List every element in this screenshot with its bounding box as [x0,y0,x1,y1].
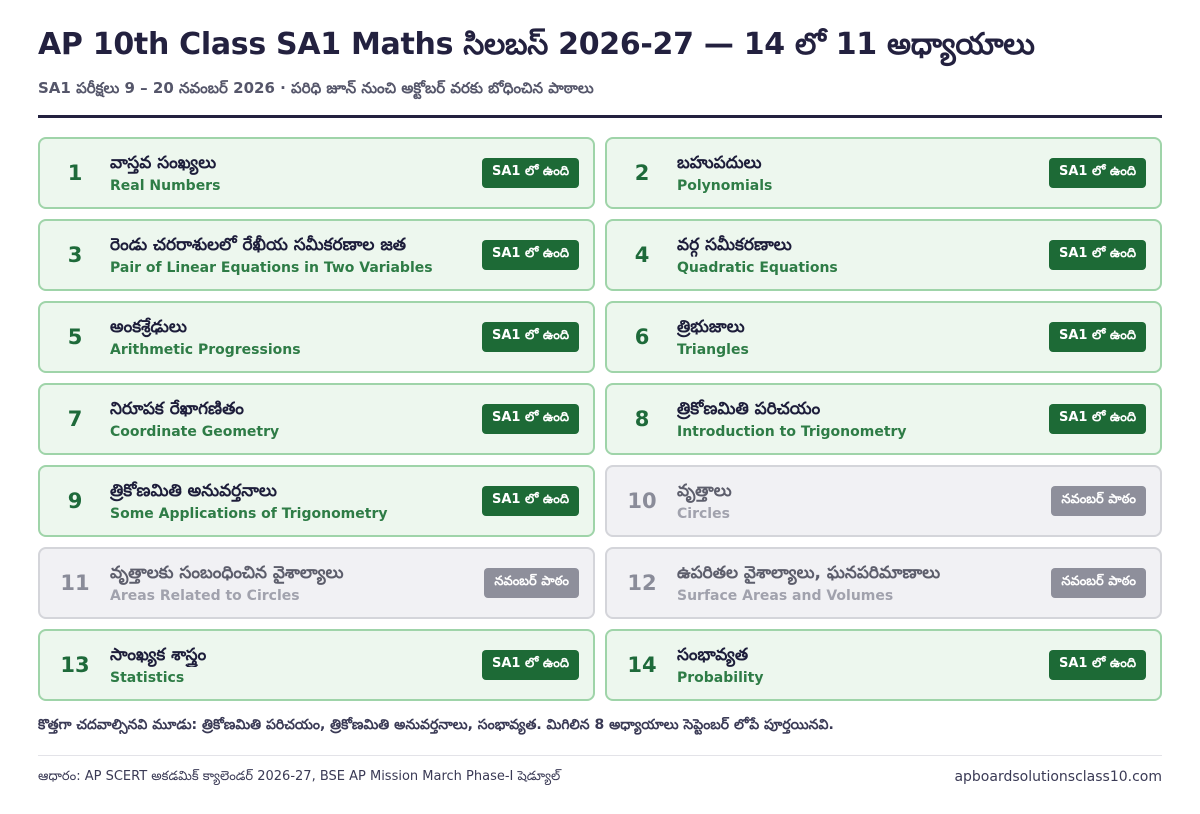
chapter-text [110,479,482,524]
chapter-card [38,301,595,373]
chapter-card [38,219,595,291]
chapter-number: 6 [634,325,650,349]
chapter-card [38,383,595,455]
chapter-number: 1 [67,161,83,185]
header-divider [38,115,1162,118]
source-text: ఆధారం: AP SCERT అకడమిక్ క్యాలెండర్ 2026-27, BSE AP Mission March Phase-I షెడ్యూల్ [38,769,561,784]
status-badge: SA1 లో ఉంది [482,650,579,680]
chapter-number: 13 [60,653,90,677]
chapter-title-telugu: సాంఖ్యక శాస్త్రం [110,644,207,665]
status-badge: SA1 లో ఉంది [1049,404,1146,434]
status-badge: నవంబర్ పాఠం [1051,568,1146,598]
chapter-title-telugu: త్రిభుజాలు [677,316,745,337]
status-badge: SA1 లో ఉంది [482,240,579,270]
chapter-title-telugu: వర్గ సమీకరణాలు [677,234,792,255]
chapter-title-english: Coordinate Geometry [110,423,280,440]
chapter-text [677,151,1049,196]
chapter-text [677,561,1051,606]
page-subtitle: SA1 పరీక్షలు 9 – 20 నవంబర్ 2026 · పరిధి జూన్ నుంచి అక్టోబర్ వరకు బోధించిన పాఠాలు [38,79,594,97]
status-badge: SA1 లో ఉంది [1049,322,1146,352]
chapter-title-telugu: రెండు చరరాశులలో రేఖీయ సమీకరణాల జత [110,234,407,255]
chapter-title-telugu: త్రికోణమితి అనువర్తనాలు [110,480,277,501]
chapter-number: 12 [627,571,657,595]
chapter-card [38,547,595,619]
status-badge: SA1 లో ఉంది [1049,240,1146,270]
chapter-number: 5 [67,325,83,349]
chapter-text [110,397,482,442]
status-badge: నవంబర్ పాఠం [1051,486,1146,516]
chapter-title-telugu: నిరూపక రేఖాగణితం [110,398,244,419]
chapter-title-english: Real Numbers [110,177,221,194]
chapter-number: 7 [67,407,83,431]
chapter-title-english: Surface Areas and Volumes [677,587,894,604]
chapter-card [605,629,1162,701]
chapter-number: 2 [634,161,650,185]
chapter-grid [38,137,1162,701]
chapter-text [110,151,482,196]
chapter-card [605,465,1162,537]
chapter-card [605,137,1162,209]
chapter-card [605,219,1162,291]
chapter-card [38,629,595,701]
page-title: AP 10th Class SA1 Maths సిలబస్ 2026-27 — 14 లో 11 అధ్యాయాలు [38,27,1035,62]
status-badge: SA1 లో ఉంది [482,322,579,352]
chapter-title-telugu: వాస్తవ సంఖ్యలు [110,152,217,173]
chapter-title-english: Arithmetic Progressions [110,341,301,358]
chapter-text [110,643,482,688]
chapter-text [677,315,1049,360]
chapter-number: 4 [634,243,650,267]
chapter-title-english: Areas Related to Circles [110,587,300,604]
chapter-title-telugu: వృత్తాలకు సంబంధించిన వైశాల్యాలు [110,562,344,583]
chapter-title-english: Some Applications of Trigonometry [110,505,388,522]
chapter-number: 8 [634,407,650,431]
chapter-text [110,233,482,278]
chapter-card [38,465,595,537]
status-badge: నవంబర్ పాఠం [484,568,579,598]
chapter-title-telugu: సంభావ్యత [677,644,749,665]
chapter-card [38,137,595,209]
chapter-text [677,479,1051,524]
chapter-text [677,397,1049,442]
chapter-title-english: Pair of Linear Equations in Two Variables [110,259,433,276]
status-badge: SA1 లో ఉంది [482,486,579,516]
chapter-title-telugu: త్రికోణమితి పరిచయం [677,398,821,419]
chapter-card [605,383,1162,455]
chapter-title-telugu: వృత్తాలు [677,480,732,501]
chapter-title-english: Circles [677,505,730,522]
chapter-card [605,547,1162,619]
summary-note: కొత్తగా చదవాల్సినవి మూడు: త్రికోణమితి పరిచయం, త్రికోణమితి అనువర్తనాలు, సంభావ్యత. మిగిలిన 8 అధ్యాయాలు సెప్టెంబర్ లోపే పూర్తయినవి. [38,717,834,733]
chapter-number: 3 [67,243,83,267]
chapter-text [110,315,482,360]
status-badge: SA1 లో ఉంది [482,404,579,434]
chapter-title-english: Introduction to Trigonometry [677,423,907,440]
chapter-number: 10 [627,489,657,513]
chapter-title-english: Quadratic Equations [677,259,838,276]
chapter-card [605,301,1162,373]
chapter-title-telugu: బహుపదులు [677,152,762,173]
chapter-text [110,561,484,606]
chapter-title-telugu: అంకశ్రేఢులు [110,316,187,337]
chapter-number: 14 [627,653,657,677]
footer [38,769,1162,787]
chapter-title-english: Triangles [677,341,749,358]
chapter-number: 11 [60,571,90,595]
footer-divider [38,755,1162,756]
chapter-text [677,643,1049,688]
chapter-title-english: Polynomials [677,177,773,194]
chapter-text [677,233,1049,278]
chapter-number: 9 [67,489,83,513]
chapter-title-english: Statistics [110,669,185,686]
status-badge: SA1 లో ఉంది [1049,650,1146,680]
status-badge: SA1 లో ఉంది [1049,158,1146,188]
chapter-title-english: Probability [677,669,764,686]
status-badge: SA1 లో ఉంది [482,158,579,188]
chapter-title-telugu: ఉపరితల వైశాల్యాలు, ఘనపరిమాణాలు [677,562,941,583]
site-link[interactable]: apboardsolutionsclass10.com [954,769,1162,785]
